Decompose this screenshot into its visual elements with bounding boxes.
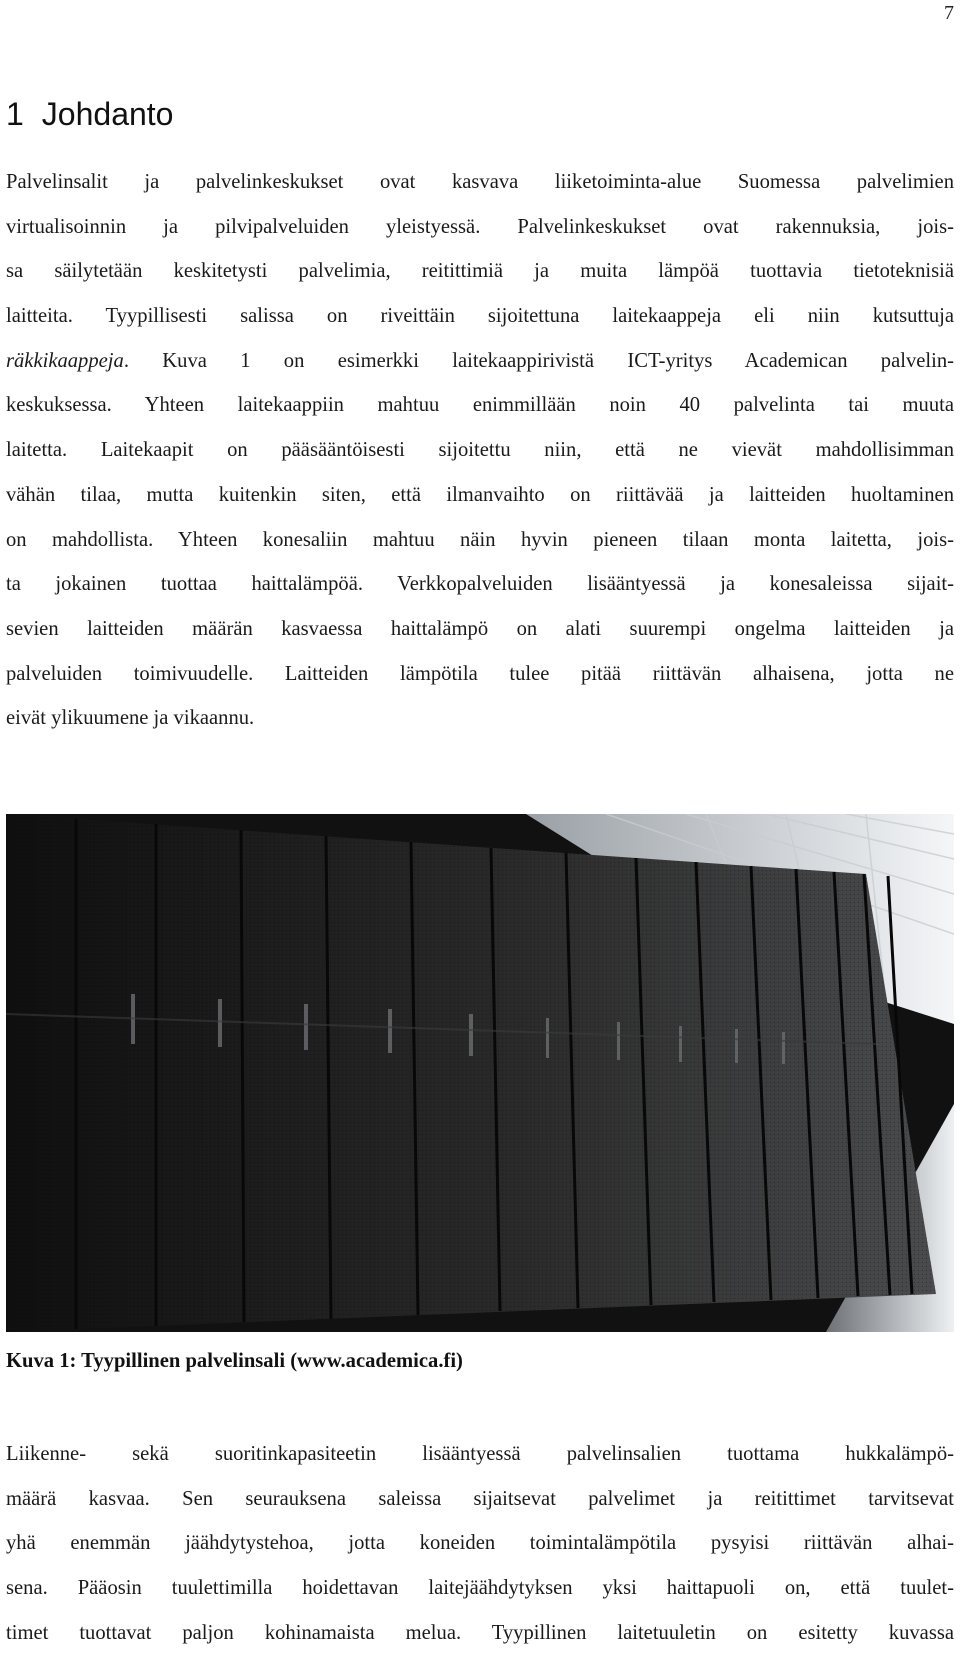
- paragraph-line: ta jokainen tuottaa haittalämpöä. Verkkopalveluiden lisääntyessä ja konesaleissa sijait-: [6, 573, 954, 596]
- paragraph-line: laitteita. Tyypillisesti salissa on riveittäin sijoitettuna laitekaappeja eli niin kutsuttuja: [6, 305, 954, 328]
- server-room-photo: [6, 814, 954, 1332]
- paragraph-line: laitetta. Laitekaapit on pääsääntöisesti sijoitettu niin, että ne vievät mahdollisimman: [6, 439, 954, 462]
- paragraph-line: sena. Pääosin tuulettimilla hoidettavan laitejäähdytyksen yksi haittapuoli on, että tuulet-: [6, 1577, 954, 1600]
- paragraph-line: virtualisoinnin ja pilvipalveluiden yleistyessä. Palvelinkeskukset ovat rakennuksia, jois-: [6, 215, 954, 238]
- paragraph-line: sevien laitteiden määrän kasvaessa haittalämpö on alati suurempi ongelma laitteiden ja: [6, 617, 954, 640]
- intro-paragraph: [6, 160, 954, 741]
- paragraph-line: keskuksessa. Yhteen laitekaappiin mahtuu enimmillään noin 40 palvelinta tai muuta: [6, 394, 954, 417]
- italic-term: räkkikaappeja: [6, 349, 124, 372]
- second-paragraph: [6, 1432, 954, 1655]
- paragraph-line: [6, 339, 954, 384]
- section-heading: [6, 96, 173, 133]
- paragraph-line: Liikenne- sekä suoritinkapasiteetin lisääntyessä palvelinsalien tuottama hukkalämpö-: [6, 1443, 954, 1465]
- paragraph-line: määrä kasvaa. Sen seurauksena saleissa sijaitsevat palvelimet ja reitittimet tarvitsevat: [6, 1487, 954, 1510]
- paragraph-line: Palvelinsalit ja palvelinkeskukset ovat kasvava liiketoiminta-alue Suomessa palvelimien: [6, 171, 954, 193]
- server-racks-illustration: [6, 814, 954, 1332]
- figure-caption: Kuva 1: Tyypillinen palvelinsali (www.academica.fi): [6, 1350, 463, 1372]
- paragraph-line: yhä enemmän jäähdytystehoa, jotta koneiden toimintalämpötila pysyisi riittävän alhai-: [6, 1532, 954, 1555]
- line-rest: . Kuva 1 on esimerkki laitekaappirivistä ICT-yritys Academican palvelin-: [123, 349, 954, 372]
- page-number: 7: [944, 2, 954, 24]
- paragraph-line: palveluiden toimivuudelle. Laitteiden lämpötila tulee pitää riittävän alhaisena, jotta ne: [6, 662, 954, 685]
- paragraph-line: vähän tilaa, mutta kuitenkin siten, että ilmanvaihto on riittävää ja laitteiden huoltaminen: [6, 483, 954, 506]
- paragraph-line: on mahdollista. Yhteen konesaliin mahtuu näin hyvin pieneen tilaan monta laitetta, jois-: [6, 528, 954, 551]
- paragraph-line: timet tuottavat paljon kohinamaista melua. Tyypillinen laitetuuletin on esitetty kuvassa: [6, 1621, 954, 1644]
- section-number: 1: [6, 96, 24, 132]
- paragraph-line: eivät ylikuumene ja vikaannu.: [6, 707, 255, 730]
- section-title: Johdanto: [41, 96, 174, 132]
- paragraph-line: sa säilytetään keskitetysti palvelimia, reitittimiä ja muita lämpöä tuottavia tietoteknisiä: [6, 260, 954, 283]
